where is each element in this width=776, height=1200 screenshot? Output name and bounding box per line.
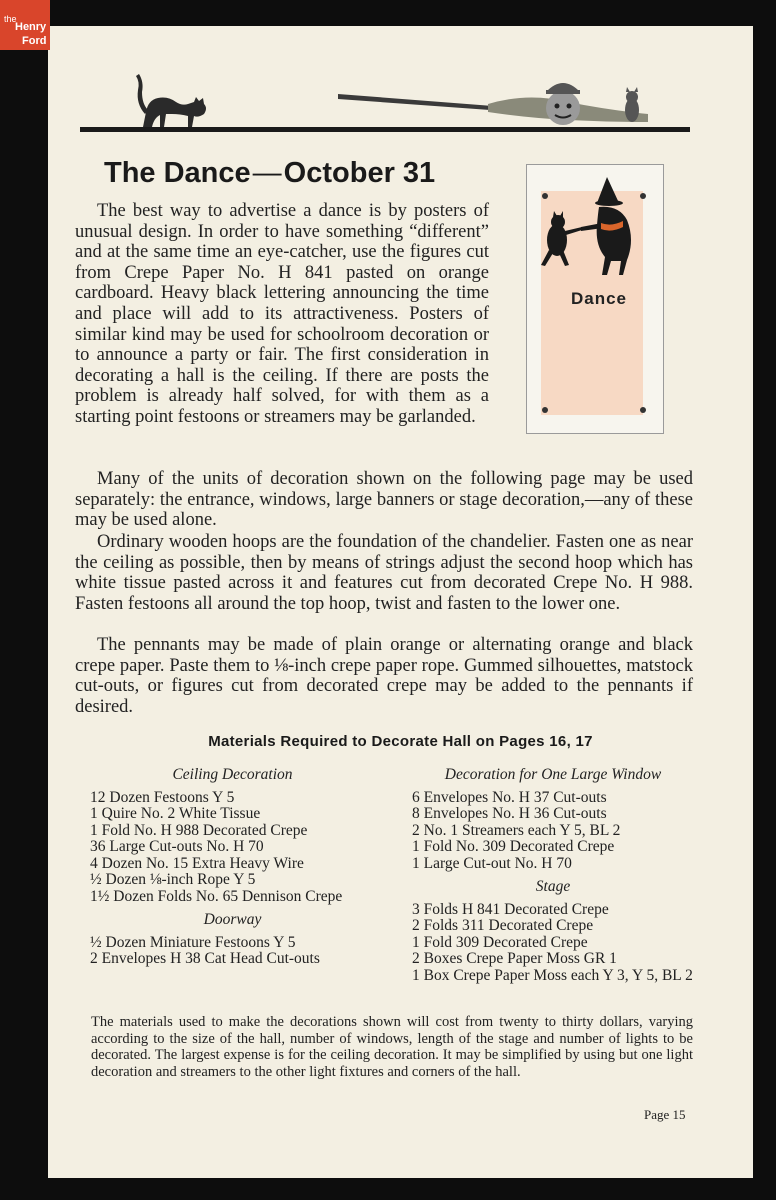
list-item: 1 Large Cut-out No. H 70 [412,854,572,872]
stage-materials-list [412,902,694,985]
logo-text-henry: Henry [15,21,47,33]
window-materials-list [412,790,694,873]
black-cat-icon [136,74,206,127]
title-dash: — [252,157,282,189]
page-title [104,157,435,190]
list-item: 4 Dozen No. 15 Extra Heavy Wire [90,854,304,872]
list-item: 2 Folds 311 Decorated Crepe [412,917,594,934]
paragraph-2: Many of the units of decoration shown on the following page may be used separately: the entrance, windows, large banners or stage decoration,—any of these may be used alone. [75,469,693,531]
list-item: 1 Fold No. 309 Decorated Crepe [412,838,615,855]
list-item: ½ Dozen Miniature Festoons Y 5 [90,933,296,951]
materials-heading: Materials Required to Decorate Hall on Pages 16, 17 [208,733,593,750]
doorway-materials-list [90,935,375,968]
materials-left-column [90,767,375,968]
poster-dance-label: Dance [570,289,628,308]
list-item: 1 Quire No. 2 White Tissue [90,805,261,822]
materials-right-column [412,767,694,984]
fence-rail [80,127,690,132]
list-item: 1 Fold No. H 988 Decorated Crepe [90,821,308,839]
list-item: 6 Envelopes No. H 37 Cut-outs [412,788,607,806]
paragraph-3: Ordinary wooden hoops are the foundation of the chandelier. Fasten one as near the ceiling as possible, then by means of strings adjust the second hoop which has white tissue pasted across it and features cut from decorated Crepe No. H 988. Fasten festoons all around the top hoop, twist and fasten to the lower one. [75,532,693,614]
ceiling-materials-list [90,790,375,906]
list-item: 8 Envelopes No. H 36 Cut-outs [412,805,607,822]
list-item: 2 Envelopes H 38 Cat Head Cut-outs [90,950,320,967]
list-item: ½ Dozen ⅛-inch Rope Y 5 [90,871,256,888]
dancing-cat-icon [541,211,582,266]
paragraph-4: The pennants may be made of plain orange or alternating orange and black crepe paper. Paste them to ⅛-inch crepe paper rope. Gummed silhouettes, matstock cut-outs, or figures cut from decorated crepe may be added to the pennants if desired. [75,635,693,717]
page-number: Page 15 [644,1107,686,1122]
list-item: 12 Dozen Festoons Y 5 [90,788,235,806]
list-item: 2 Boxes Crepe Paper Moss GR 1 [412,950,617,967]
document-page [48,26,753,1178]
stage-subheading: Stage [535,878,571,895]
title-part-1: The Dance [104,157,251,189]
list-item: 1 Box Crepe Paper Moss each Y 3, Y 5, BL 2 [412,966,693,984]
list-item: 3 Folds H 841 Decorated Crepe [412,900,609,918]
list-item: 1 Fold 309 Decorated Crepe [412,933,588,951]
broom-icon [338,94,648,122]
jack-o-lantern-icon [546,83,580,125]
paragraph-1: The best way to advertise a dance is by posters of unusual design. In order to have something “different” and at the same time an eye-catcher, use the figures cut from Crepe Paper No. H 841 pasted on orange cardboard. Heavy black lettering announcing the time and place will add to its attractiveness. Posters of similar kind may be used for schoolroom decoration or to announce a party or fair. The first consideration in decorating a hall is the ceiling. If there are posts the problem is already half solved, for with them as a starting point festoons or streamers may be garlanded. [75,201,489,427]
logo-text-the: the [4,14,17,24]
ceiling-decoration-subheading: Ceiling Decoration [172,766,293,783]
title-part-2: October 31 [283,157,436,189]
logo-text-ford: Ford [22,35,47,47]
header-illustration [48,52,753,170]
doorway-subheading: Doorway [203,911,262,928]
henry-ford-logo [0,0,50,50]
owl-icon [625,87,639,122]
list-item: 1½ Dozen Folds No. 65 Dennison Crepe [90,887,343,905]
window-decoration-subheading: Decoration for One Large Window [444,766,662,783]
cost-note: The materials used to make the decorations shown will cost from twenty to thirty dollars, varying according to the size of the hall, number of windows, length of the stage and number of lights to be decorated. The largest expense is for the ceiling decoration. It may be simplified by using but one light decoration and streamers to the other light fixtures and corners of the hall. [91,1014,693,1081]
list-item: 2 No. 1 Streamers each Y 5, BL 2 [412,821,621,839]
list-item: 36 Large Cut-outs No. H 70 [90,838,264,855]
dance-poster-illustration [526,164,664,434]
